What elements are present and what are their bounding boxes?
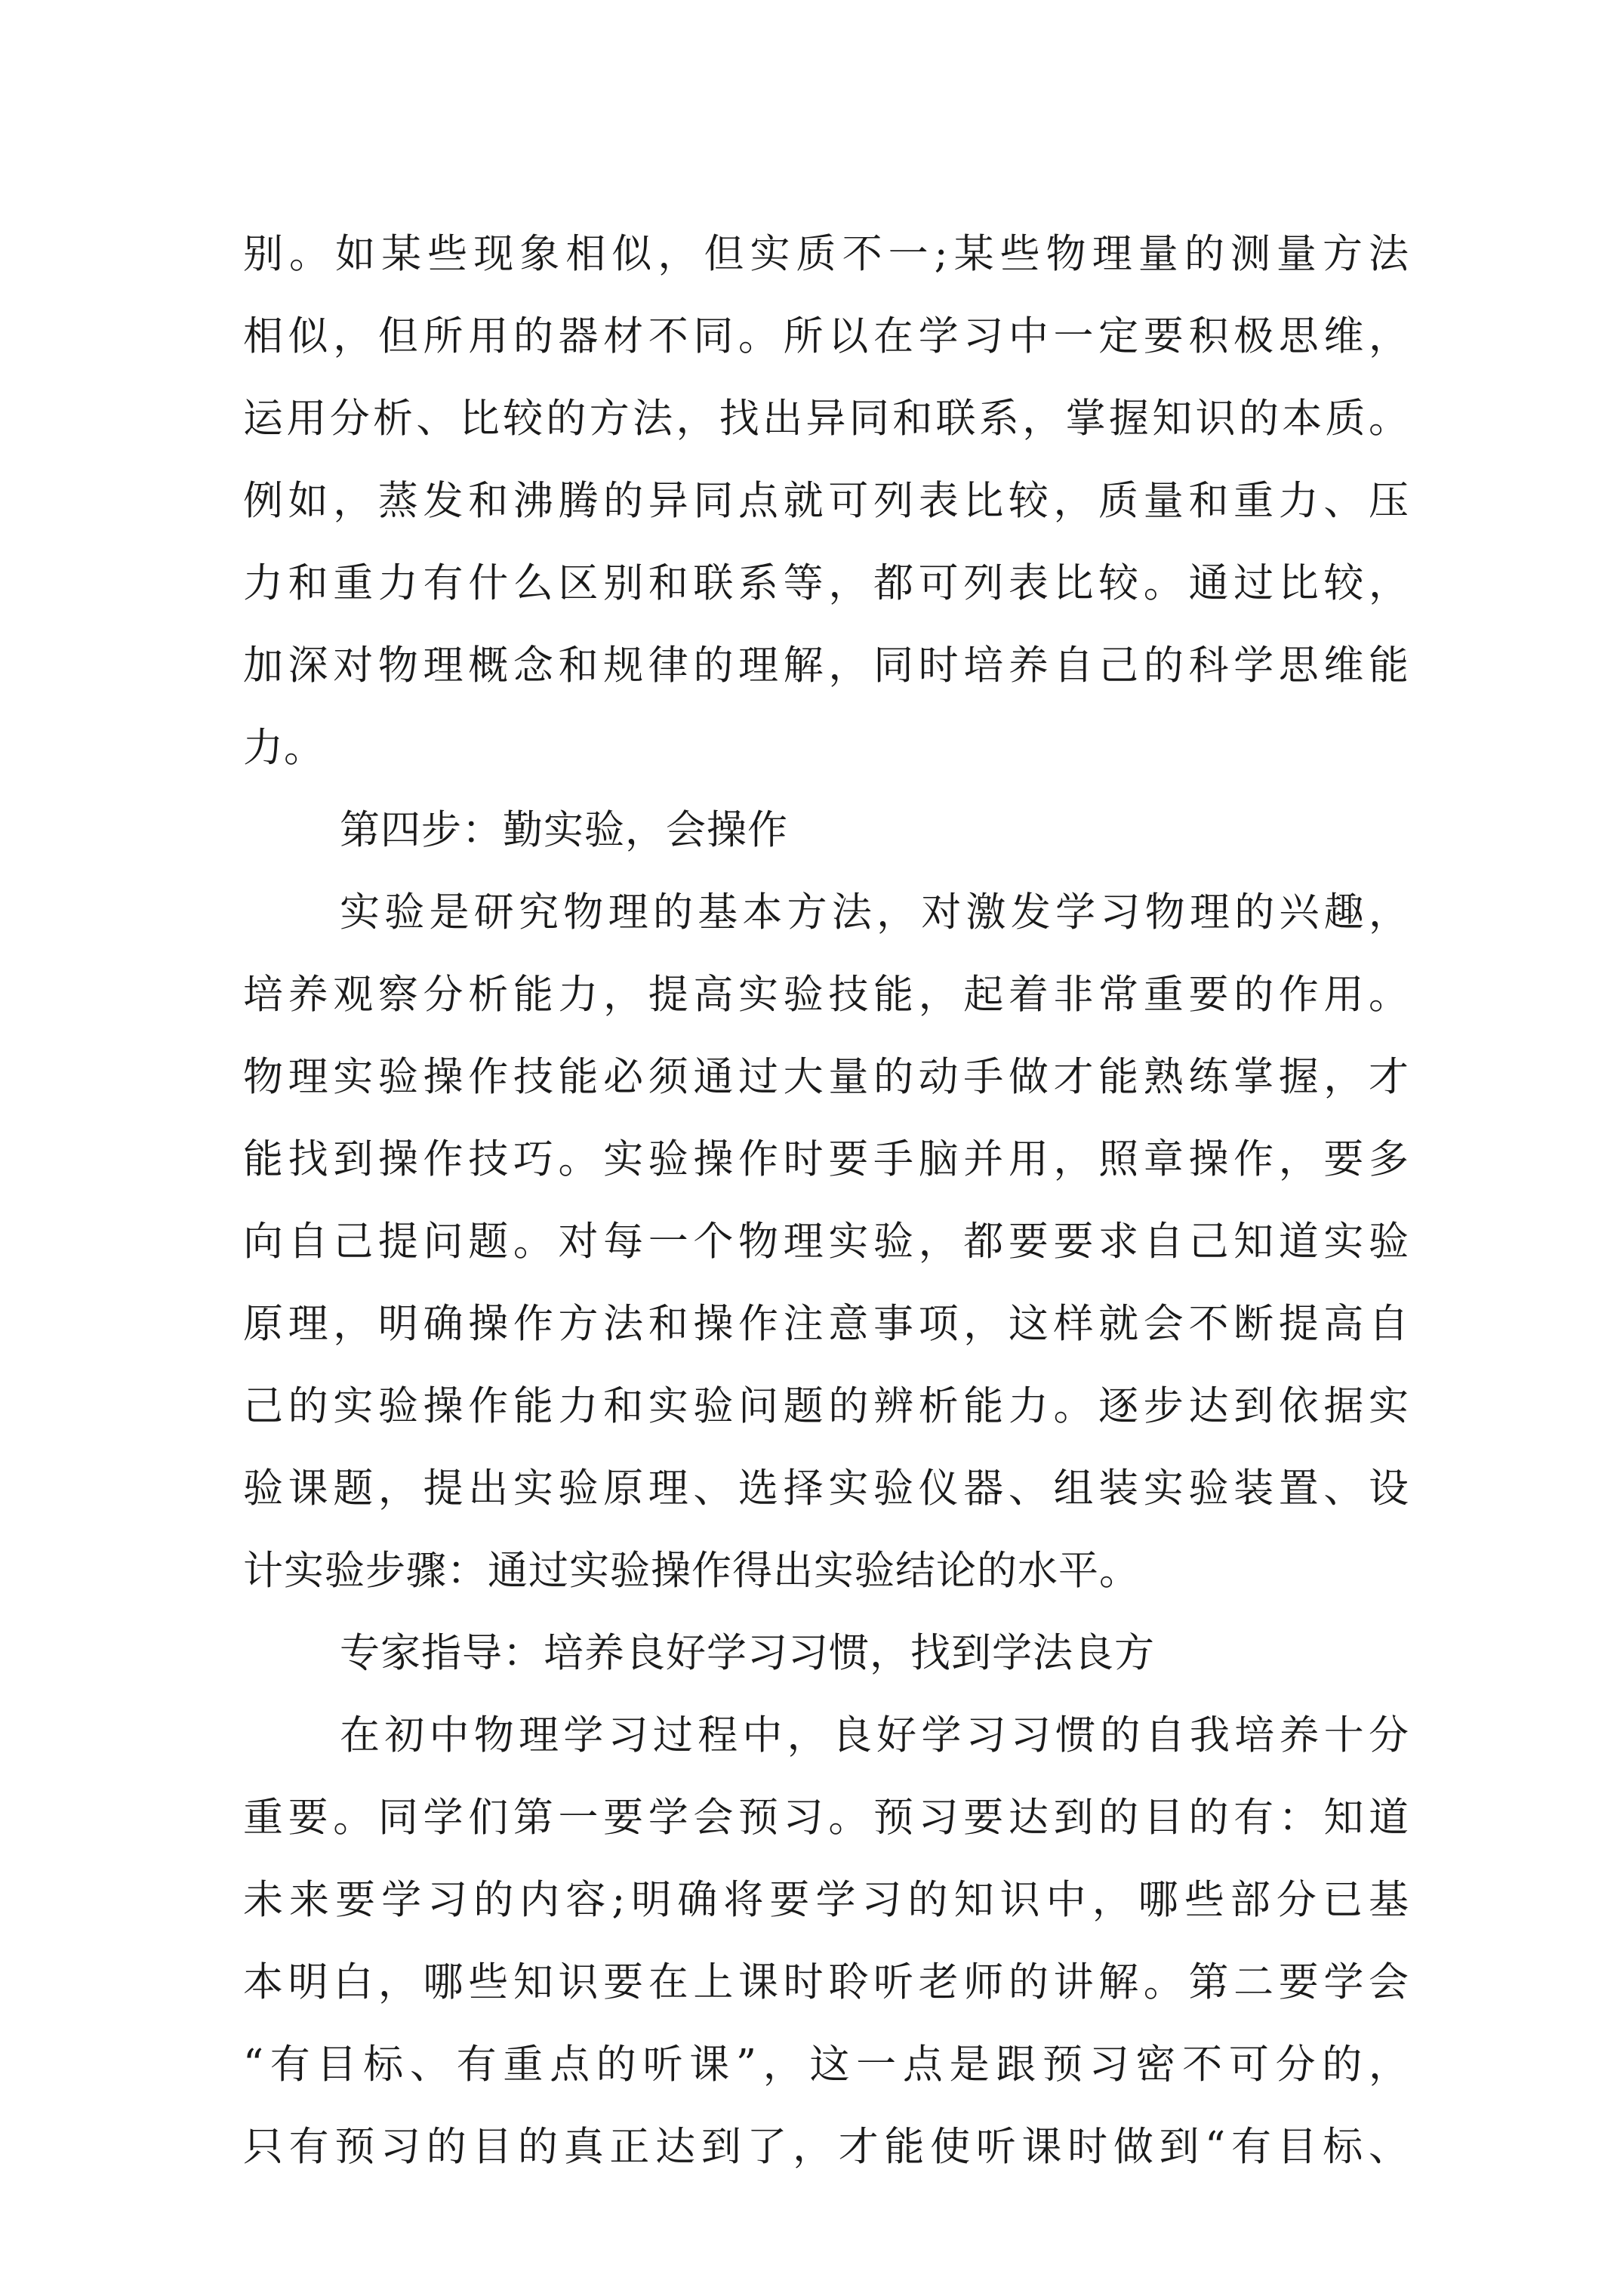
paragraph-start: 实验是研究物理的基本方法，对激发学习物理的兴趣， [340,889,1409,935]
text-line: 加深对物理概念和规律的理解，同时培养自己的科学思维能 [243,643,1409,689]
text-line: 计实验步骤：通过实验操作得出实验结论的水平。 [243,1548,1140,1594]
text-line: 例如，蒸发和沸腾的异同点就可列表比较，质量和重力、压 [243,478,1409,524]
text-line: 向自己提问题。对每一个物理实验，都要要求自己知道实验 [243,1219,1409,1265]
text-line: 未来要学习的内容;明确将要学习的知识中，哪些部分已基 [243,1877,1409,1923]
text-line: 验课题，提出实验原理、选择实验仪器、组装实验装置、设 [243,1465,1409,1512]
text-line: 本明白，哪些知识要在上课时聆听老师的讲解。第二要学会 [243,1959,1409,2005]
text-line: 别。如某些现象相似，但实质不一;某些物理量的测量方法 [243,231,1409,277]
text-line: 相似，但所用的器材不同。所以在学习中一定要积极思维， [243,313,1409,359]
text-line: 能找到操作技巧。实验操作时要手脑并用，照章操作，要多 [243,1136,1409,1182]
section-heading-step-four: 第四步：勤实验，会操作 [340,807,788,853]
section-heading-expert-guidance: 专家指导：培养良好学习习惯，找到学法良方 [340,1630,1155,1676]
text-line: 只有预习的目的真正达到了，才能使听课时做到“有目标、 [243,2124,1409,2170]
text-line: 己的实验操作能力和实验问题的辨析能力。逐步达到依据实 [243,1383,1409,1429]
text-line: 原理，明确操作方法和操作注意事项，这样就会不断提高自 [243,1301,1409,1347]
text-line: 运用分析、比较的方法，找出异同和联系，掌握知识的本质。 [243,396,1409,442]
text-line: 重要。同学们第一要学会预习。预习要达到的目的有：知道 [243,1795,1409,1841]
text-line: 力和重力有什么区别和联系等，都可列表比较。通过比较， [243,560,1409,606]
text-line: 培养观察分析能力，提高实验技能，起着非常重要的作用。 [243,972,1409,1018]
text-line: 力。 [243,725,325,771]
text-line: “有目标、有重点的听课”，这一点是跟预习密不可分的， [243,2042,1409,2088]
text-line: 物理实验操作技能必须通过大量的动手做才能熟练掌握，才 [243,1054,1409,1100]
body-text [243,213,1409,2188]
paragraph-start: 在初中物理学习过程中，良好学习习惯的自我培养十分 [340,1712,1409,1758]
